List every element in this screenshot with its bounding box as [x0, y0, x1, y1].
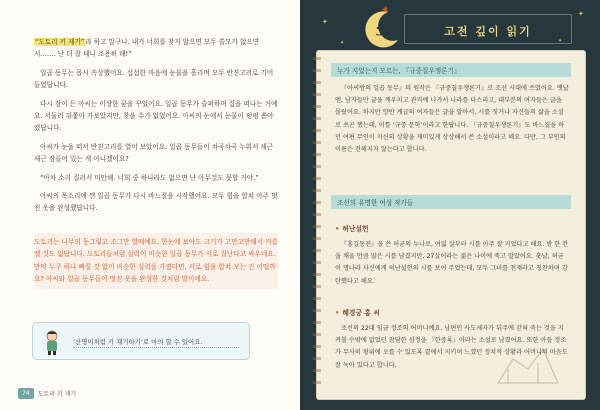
heading-1: 누가 지었는지 모르는, 『규중칠우쟁론기』	[337, 67, 461, 75]
child-figure-icon	[41, 329, 63, 355]
page-footer	[18, 388, 76, 399]
writer-1-body: 『홍길동전』을 쓴 허균의 누나로, 여덟 살부터 시를 아주 잘 지었다고 해요. 방 한 칸을 채울 만큼 많은 시를 남겼지만, 27살이라는 젊은 나이에 죽고 말았어요. 훗날, 허균이 명나라 사신에게 허난설헌의 시를 보여 주었는데, 모두 그녀를 천재라고 칭찬하며 감탄했다고 해요.	[335, 241, 569, 285]
story-paragraph-4: 아씨가 눈을 떠서 반짇고리를 열어 보았어요. 일곱 동무들이 차곡차곡 누워서 새근새근 잠들어 있는 게 아니겠어요?	[34, 142, 274, 164]
story-paragraph-5: “아차 소리 질러서 미안해. 너희 중 하나라도 없으면 난 아무것도 못할 거야.”	[40, 173, 259, 182]
story-paragraph-6: 아씨의 목소리에 깬 일곱 동무가 다시 바느질을 시작했어요. 모두 힘을 합쳐 아주 멋진 옷을 완성했답니다.	[34, 192, 278, 213]
page-number: 74	[18, 388, 34, 399]
story-text	[34, 36, 278, 295]
writer-1-name: • 허난설헌	[335, 225, 369, 233]
story-paragraph-3: 다시 잠이 든 아씨는 이상한 꿈을 꾸었어요. 일곱 동무가 슬퍼하며 집을 떠나는 거예요. 서둘러 뒤쫓아 가보았지만, 찾을 수가 없었어요. 아씨의 눈에서 눈물이 펑펑 쏟아졌답니다.	[34, 99, 278, 133]
right-page	[300, 0, 600, 410]
decorative-sketch	[493, 339, 563, 387]
star-icon: ✦	[340, 40, 345, 46]
prompt-text: ‘산명이처럼 키 재기하기’로 마의 할 수 있어요.	[73, 338, 203, 346]
section-title: 고전 깊이 읽기	[444, 25, 532, 38]
footer-title: 도토리 키 재기	[37, 391, 77, 398]
heading-2: 조선의 유명한 여성 작가들	[337, 199, 414, 207]
writing-prompt-box	[32, 322, 250, 360]
heading-band-1	[331, 63, 571, 77]
body-text-1: 『아씨방의 일곱 동무』의 원작은 『규중칠우쟁론기』로 조선 시대에 쓰였어요. 옛날엔, 남자들만 글을 깨우치고 관직에 나가서 나라를 다스리고, 대부분의 여자들은 글을 몰랐어요. 하지만 양반 계급의 여자들은 글을 알아서, 시를 짓거나 자신들의 삶을 소설로 쓰곤 했는데, 이를 ‘규중 문학’이라고 한답니다. 『규중칠우쟁론기』도 바느질을 하던 여편 무인이 자신의 상황을 재미있게 상상해서 쓴 소설이라고 해요. 다만, 그 부인의 이름은 전해지지 않는다고 합니다.	[335, 85, 569, 154]
story-paragraph-1: “도토리 키 재기”라 하고 말구나. 내가 너희를 찾지 않으면 모두 쓸모가 없으면서……. 난 더 잘 테니 조용히 해!”	[34, 38, 260, 59]
story-paragraph-2: 일곱 동무는 몹시 속상했어요. 섭섭한 마음에 눈물을 흘리며 모두 반짇고리로 기어들었답니다.	[34, 68, 274, 90]
writing-line[interactable]	[73, 347, 239, 348]
star-icon: ✦	[578, 10, 584, 18]
highlighted-phrase: “도토리 키 재기”	[35, 38, 85, 46]
star-icon: ✦	[322, 18, 328, 26]
star-icon: ✦	[558, 38, 563, 44]
moon-icon	[358, 6, 404, 52]
section-title-frame	[404, 14, 572, 44]
writer-2-body: 조선의 22대 임금 정조의 어머니예요. 남편인 사도세자가 뒤주에 갇혀 죽는 것을 지켜볼 수밖에 없었던 참담한 심정을 『한중록』이라는 소설로 남겼어요. 또한 아들 정조가 무사히 왕위에 오를 수 있도록 곁에서 지키며 느꼈던 정치적 상황과 어머니의 마음도 잘 녹아 있다고 합니다.	[335, 325, 568, 369]
heading-band-2	[331, 195, 571, 209]
content-card	[316, 50, 586, 400]
writer-2-name: • 혜경궁 홍 씨	[335, 309, 380, 317]
explanation-paragraph: 도토리는 나무의 둥그렇고 조그만 열매예요. 한눈에 보아도 크기가 고만고만해서 키를 잴 것도 없답니다. 도토리들처럼 실력이 비슷한 일곱 동무가 서로 잘난다고 싸우네요. 만약 누구 하나 빠질 것 없이 비슷한 실력을 가졌다면, 서로 힘을 합쳐 보는 건 어떨까요? 아씨와 일곱 동무들이 멋진 옷을 완성한 것처럼 말이에요.	[34, 233, 278, 289]
